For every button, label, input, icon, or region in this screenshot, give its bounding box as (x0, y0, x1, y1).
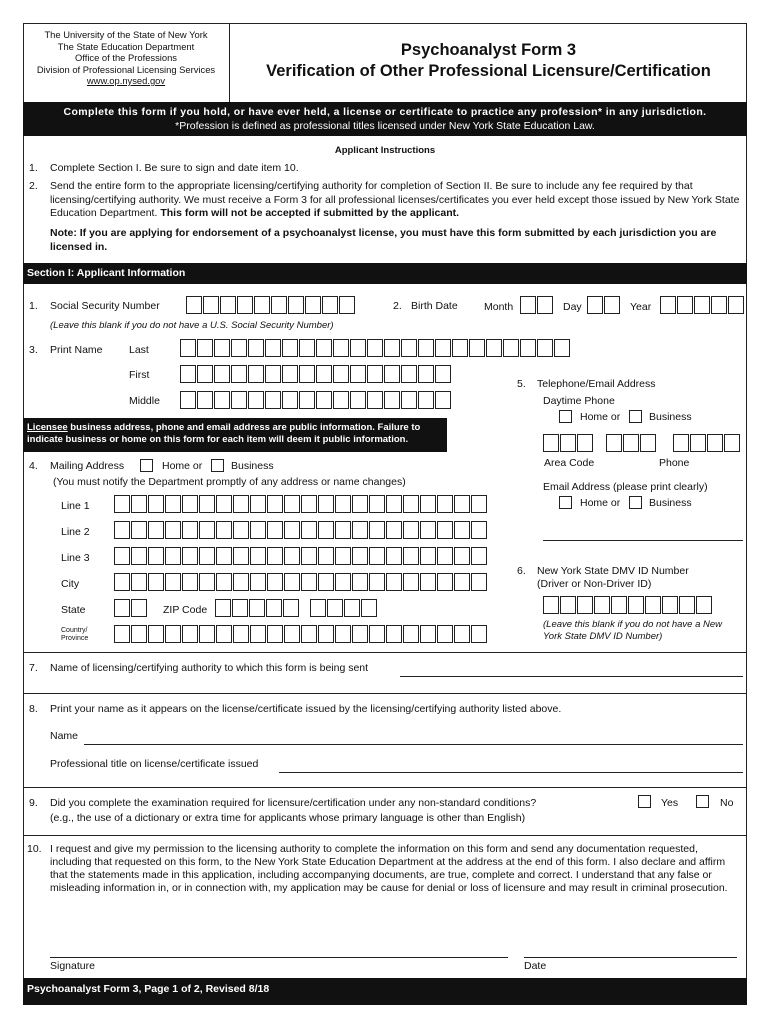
year-label: Year (630, 301, 652, 313)
birth-year-input[interactable] (660, 296, 745, 314)
home-or-label: Home or (580, 497, 621, 509)
mail-home-checkbox[interactable] (140, 459, 153, 472)
ssn-input[interactable] (186, 296, 356, 314)
home-or-label: Home or (162, 460, 203, 472)
middle-name-input[interactable] (180, 391, 452, 409)
item-number: 2. (393, 300, 402, 312)
item-number: 7. (29, 662, 38, 674)
phone-line-input[interactable] (673, 434, 741, 452)
email-business-checkbox[interactable] (629, 496, 642, 509)
birth-day-input[interactable] (587, 296, 621, 314)
instruction-item-1: Complete Section I. Be sure to sign and date item 10. (50, 162, 299, 174)
affirmation-text: I request and give my permission to the licensing authority to complete the information on this form and send any documentation requested, including that requested on this form, to the New York State Education Department at the address at the end of this form. I also declare and affirm that the statements made in this application, including accompanying documents, are true, complete and correct. I understand that any false or misleading information in, or in connection with, my application may be cause for denial or loss of licensure and may result in criminal prosecution. (50, 843, 728, 894)
dmv-sub-label: (Driver or Non-Driver ID) (537, 578, 652, 590)
address-line2-input[interactable] (114, 521, 488, 539)
divider (23, 693, 747, 694)
state-input[interactable] (114, 599, 148, 617)
item-number: 6. (517, 565, 526, 577)
instruction-item-2 (50, 180, 740, 221)
city-label: City (61, 578, 80, 590)
month-label: Month (484, 301, 514, 313)
instruction-item-2-text: Send the entire form to the appropriate licensing/certifying authority for completion of Section II. Be sure to include any fee required by that licensing/certifying authority. We must receive a Form 3 for all professional licenses/certificates you ever held except those issued by New York State Education Department. (50, 180, 740, 219)
phone-label: Phone (659, 457, 690, 469)
state-label: State (61, 604, 86, 616)
business-label: Business (649, 497, 692, 509)
instructions-heading: Applicant Instructions (334, 145, 436, 156)
nonstandard-hint: (e.g., the use of a dictionary or extra time for applicants whose primary language is other than English) (50, 812, 526, 824)
zip-label: ZIP Code (163, 604, 208, 616)
birth-month-input[interactable] (520, 296, 554, 314)
professional-title-input-line[interactable] (279, 772, 743, 773)
phone-prefix-input[interactable] (606, 434, 657, 452)
daytime-phone-label: Daytime Phone (543, 395, 615, 407)
address-line1-label: Line 1 (61, 500, 90, 512)
item-number: 5. (517, 378, 526, 390)
business-label: Business (649, 411, 692, 423)
address-line2-label: Line 2 (61, 526, 90, 538)
item-number: 3. (29, 344, 38, 356)
nonstandard-question: Did you complete the examination required for licensure/certification under any non-standard conditions? (50, 797, 537, 809)
divider (23, 652, 747, 653)
notice-lead: Licensee (27, 422, 68, 433)
section-1-header: Section I: Applicant Information (23, 263, 747, 284)
city-input[interactable] (114, 573, 488, 591)
country-input[interactable] (114, 625, 488, 643)
last-name-input[interactable] (180, 339, 571, 357)
org-line: Division of Professional Licensing Services (36, 63, 216, 75)
license-name-input-line[interactable] (84, 744, 743, 745)
yes-label: Yes (661, 797, 679, 809)
banner-line1: Complete this form if you hold, or have ever held, a license or certificate to practice any profession* in any jurisdiction. (63, 106, 707, 118)
banner-line2: *Profession is defined as professional titles licensed under New York State Education Law. (175, 120, 595, 132)
dmv-hint: (Leave this blank if you do not have a New York State DMV ID Number) (543, 619, 723, 642)
first-name-label: First (129, 369, 150, 381)
print-name-label: Print Name (50, 344, 103, 356)
last-name-label: Last (129, 344, 149, 356)
org-line: Office of the Professions (75, 52, 177, 63)
instruction-item-2-warning: This form will not be accepted if submitted by the applicant. (160, 207, 460, 219)
date-label: Date (524, 960, 547, 972)
ssn-hint: (Leave this blank if you do not have a U.S. Social Security Number) (50, 320, 334, 331)
telephone-email-label: Telephone/Email Address (537, 378, 656, 390)
email-label: Email Address (please print clearly) (543, 481, 708, 493)
zip-input[interactable] (215, 599, 300, 617)
home-or-label: Home or (580, 411, 621, 423)
divider (23, 835, 747, 836)
area-code-input[interactable] (543, 434, 594, 452)
first-name-input[interactable] (180, 365, 452, 383)
no-label: No (720, 797, 734, 809)
authority-input-line[interactable] (400, 676, 743, 677)
form-title-line2: Verification of Other Professional Licensure/Certification (266, 62, 711, 80)
authority-label: Name of licensing/certifying authority to which this form is being sent (50, 662, 369, 674)
yes-checkbox[interactable] (638, 795, 651, 808)
instruction-banner (23, 102, 747, 136)
phone-home-checkbox[interactable] (559, 410, 572, 423)
mail-business-checkbox[interactable] (211, 459, 224, 472)
org-line: The University of the State of New York (44, 29, 208, 40)
address-line1-input[interactable] (114, 495, 488, 513)
middle-name-label: Middle (129, 395, 160, 407)
address-line3-input[interactable] (114, 547, 488, 565)
business-label: Business (231, 460, 274, 472)
mail-hint: (You must notify the Department promptly of any address or name changes) (53, 476, 406, 488)
instruction-number: 2. (29, 180, 38, 192)
form-title-line1: Psychoanalyst Form 3 (400, 41, 577, 59)
ssn-label: Social Security Number (50, 300, 160, 312)
form-title (230, 40, 747, 82)
signature-label: Signature (50, 960, 95, 972)
phone-business-checkbox[interactable] (629, 410, 642, 423)
org-line: The State Education Department (57, 40, 195, 52)
instruction-note: Note: If you are applying for endorsement of a psychoanalyst license, you must have this form submitted by each jurisdiction you are licensed in. (50, 227, 717, 253)
instruction-number: 1. (29, 162, 38, 174)
org-url-link[interactable]: www.op.nysed.gov (86, 75, 166, 86)
notice-text: business address, phone and email address are public information. Failure to indicate business or home on this form for each item will deem it public information. (27, 422, 421, 445)
divider (23, 787, 747, 788)
dmv-label: New York State DMV ID Number (537, 565, 689, 577)
signature-input-line[interactable] (50, 957, 508, 958)
dmv-id-input[interactable] (543, 596, 713, 614)
item-number: 9. (29, 797, 38, 809)
public-info-notice (23, 418, 447, 452)
footer-bar: Psychoanalyst Form 3, Page 1 of 2, Revised 8/18 (23, 978, 747, 1005)
area-code-label: Area Code (544, 457, 595, 469)
mailing-address-label: Mailing Address (50, 460, 125, 472)
date-input-line[interactable] (524, 957, 737, 958)
item-number: 8. (29, 703, 38, 715)
email-home-checkbox[interactable] (559, 496, 572, 509)
agency-block (23, 23, 230, 102)
no-checkbox[interactable] (696, 795, 709, 808)
professional-title-label: Professional title on license/certificate issued (50, 758, 259, 770)
item-number: 10. (27, 843, 42, 855)
address-line3-label: Line 3 (61, 552, 90, 564)
item-number: 4. (29, 460, 38, 472)
license-name-instruction: Print your name as it appears on the license/certificate issued by the licensing/certifying authority listed above. (50, 703, 562, 715)
day-label: Day (563, 301, 582, 313)
item-number: 1. (29, 300, 38, 312)
birth-date-label: Birth Date (411, 300, 458, 312)
zip-extension-input[interactable] (310, 599, 378, 617)
license-name-label: Name (50, 730, 79, 742)
country-label: Country/ Province (61, 627, 89, 642)
email-input-line[interactable] (543, 540, 743, 541)
